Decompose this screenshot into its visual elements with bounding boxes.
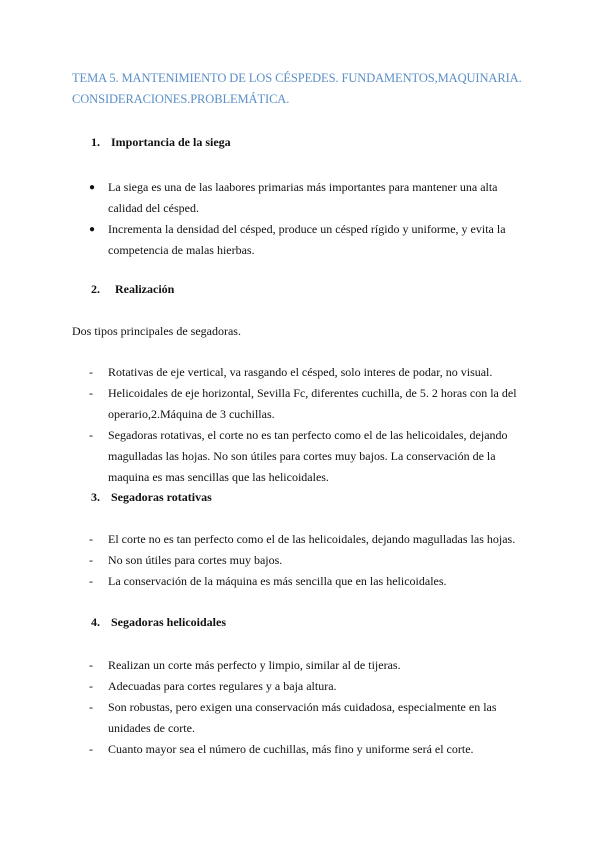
- list-item: - Helicoidales de eje horizontal, Sevilla Fc, diferentes cuchilla, de 5. 2 horas con la del operario,2.Máquina de 3 cuchillas.: [0, 383, 520, 425]
- dash-icon: -: [89, 679, 93, 693]
- list-item: - Son robustas, pero exigen una conservación más cuidadosa, especialmente en las unidades de corte.: [0, 697, 520, 739]
- dash-icon: -: [89, 428, 93, 442]
- list-item: - La conservación de la máquina es más sencilla que en las helicoidales.: [0, 571, 520, 592]
- section-number: 1.: [91, 135, 100, 149]
- section-title: Segadoras rotativas: [111, 490, 212, 504]
- title-line-2: CONSIDERACIONES.PROBLEMÁTICA.: [72, 92, 290, 106]
- section-2-list: [0, 362, 600, 488]
- section-number: 2.: [91, 282, 100, 296]
- section-heading-1: [91, 134, 231, 150]
- document-title: [72, 68, 542, 110]
- section-number: 4.: [91, 615, 100, 629]
- title-line-1: TEMA 5. MANTENIMIENTO DE LOS CÉSPEDES. FUNDAMENTOS,MAQUINARIA.: [72, 71, 522, 85]
- dash-icon: -: [89, 742, 93, 756]
- list-item: - Realizan un corte más perfecto y limpio, similar al de tijeras.: [0, 655, 520, 676]
- list-item: - Segadoras rotativas, el corte no es tan perfecto como el de las helicoidales, dejando magulladas las hojas. No son útiles para cortes muy bajos. La conservación de la maquina es mas sencillas que las helicoidales.: [0, 425, 520, 488]
- list-item: - Rotativas de eje vertical, va rasgando el césped, solo interes de podar, no visual.: [0, 362, 520, 383]
- section-heading-3: [91, 489, 212, 505]
- section-4-list: [0, 655, 600, 760]
- list-item: ● Incrementa la densidad del césped, produce un césped rígido y uniforme, y evita la competencia de malas hierbas.: [0, 219, 520, 261]
- dash-icon: -: [89, 532, 93, 546]
- dash-icon: -: [89, 365, 93, 379]
- list-item: ● La siega es una de las laabores primarias más importantes para mantener una alta calidad del césped.: [0, 177, 520, 219]
- dash-icon: -: [89, 700, 93, 714]
- section-heading-2: [91, 281, 174, 297]
- section-1-list: [0, 177, 600, 261]
- list-item: - El corte no es tan perfecto como el de las helicoidales, dejando magulladas las hojas.: [0, 529, 520, 550]
- list-item: - Cuanto mayor sea el número de cuchillas, más fino y uniforme será el corte.: [0, 739, 520, 760]
- dash-icon: -: [89, 574, 93, 588]
- bullet-icon: ●: [89, 224, 96, 235]
- list-item: - No son útiles para cortes muy bajos.: [0, 550, 520, 571]
- section-3-list: [0, 529, 600, 592]
- list-item: - Adecuadas para cortes regulares y a baja altura.: [0, 676, 520, 697]
- dash-icon: -: [89, 553, 93, 567]
- section-heading-4: [91, 614, 226, 630]
- section-title: Segadoras helicoidales: [111, 615, 227, 629]
- bullet-icon: ●: [89, 182, 96, 193]
- section-title: Importancia de la siega: [111, 135, 231, 149]
- section-title: Realización: [115, 282, 175, 296]
- section-number: 3.: [91, 490, 100, 504]
- dash-icon: -: [89, 386, 93, 400]
- section-2-intro: Dos tipos principales de segadoras.: [72, 324, 241, 338]
- dash-icon: -: [89, 658, 93, 672]
